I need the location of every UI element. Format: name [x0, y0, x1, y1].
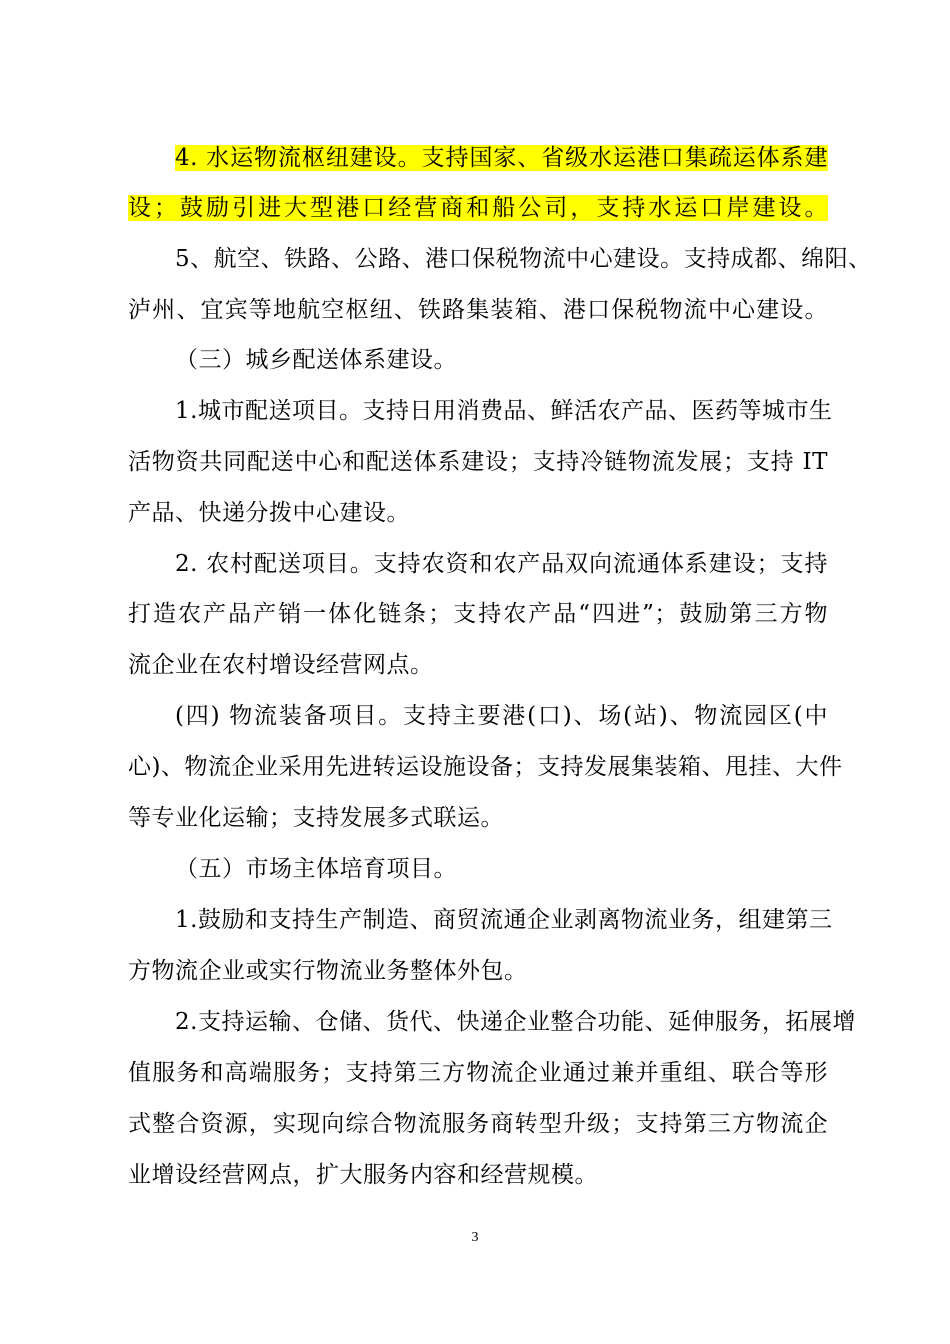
- paragraph-line-12: (四) 物流装备项目。支持主要港(口)、场(站)、物流园区(中: [175, 703, 828, 729]
- paragraph-line-14: 等专业化运输；支持发展多式联运。: [128, 805, 504, 831]
- paragraph-line-9: 2. 农村配送项目。支持农资和农产品双向流通体系建设；支持: [175, 551, 828, 577]
- paragraph-line-21: 业增设经营网点，扩大服务内容和经营规模。: [128, 1162, 598, 1188]
- page-number: 3: [471, 1230, 479, 1245]
- paragraph-line-11: 流企业在农村增设经营网点。: [128, 652, 434, 678]
- highlighted-text: 4. 水运物流枢纽建设。支持国家、省级水运港口集疏运体系建: [175, 145, 828, 171]
- paragraph-line-6: 1.城市配送项目。支持日用消费品、鲜活农产品、医药等城市生: [175, 398, 833, 424]
- paragraph-line-16: 1.鼓励和支持生产制造、商贸流通企业剥离物流业务，组建第三: [175, 907, 833, 933]
- paragraph-line-17: 方物流企业或实行物流业务整体外包。: [128, 958, 528, 984]
- paragraph-line-10: 打造农产品产销一体化链条；支持农产品“四进”；鼓励第三方物: [128, 601, 828, 627]
- paragraph-line-3: 5、航空、铁路、公路、港口保税物流中心建设。支持成都、绵阳、: [175, 246, 872, 272]
- paragraph-line-20: 式整合资源，实现向综合物流服务商转型升级；支持第三方物流企: [128, 1111, 828, 1137]
- paragraph-line-7: 活物资共同配送中心和配送体系建设；支持冷链物流发展；支持 IT: [128, 449, 828, 475]
- highlighted-text: 设；鼓励引进大型港口经营商和船公司，支持水运口岸建设。: [128, 195, 828, 221]
- paragraph-line-2: [128, 190, 828, 226]
- paragraph-line-8: 产品、快递分拨中心建设。: [128, 500, 410, 526]
- paragraph-line-13: 心)、物流企业采用先进转运设施设备；支持发展集装箱、甩挂、大件: [128, 754, 843, 780]
- section-heading: （五）市场主体培育项目。: [175, 856, 457, 882]
- paragraph-line-18: 2.支持运输、仓储、货代、快递企业整合功能、延伸服务，拓展增: [175, 1009, 856, 1035]
- paragraph-line-4: 泸州、宜宾等地航空枢纽、铁路集装箱、港口保税物流中心建设。: [128, 297, 828, 323]
- paragraph-line-1: [175, 140, 828, 176]
- paragraph-line-19: 值服务和高端服务；支持第三方物流企业通过兼并重组、联合等形: [128, 1060, 828, 1086]
- section-heading: （三）城乡配送体系建设。: [175, 347, 457, 373]
